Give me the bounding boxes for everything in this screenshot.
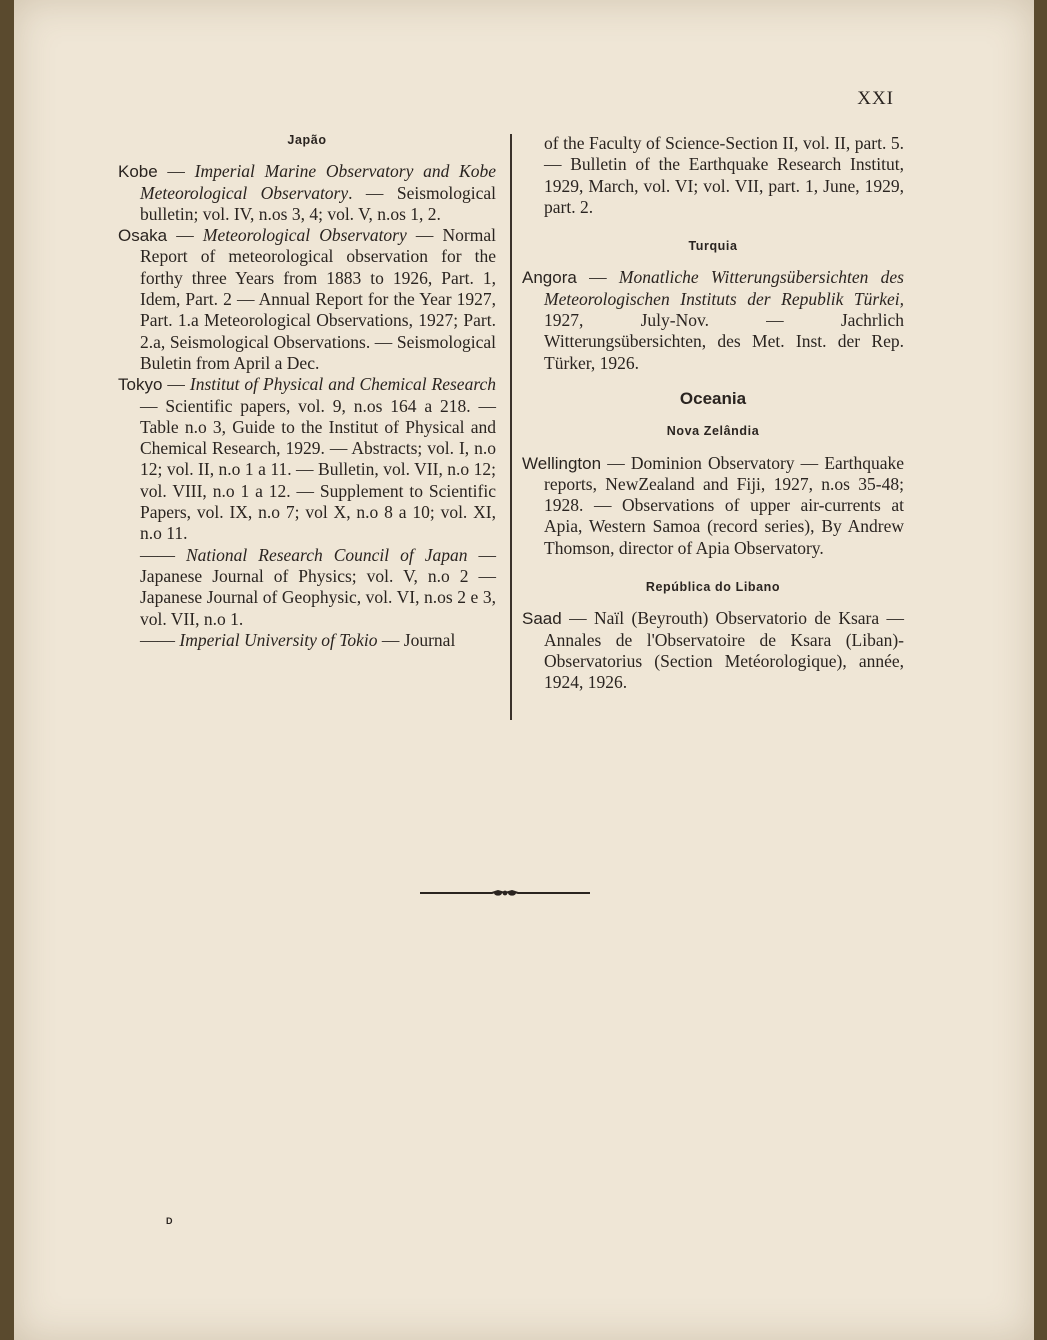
entry-kobe: Kobe — Imperial Marine Observatory and Kobe Meteorological Observatory. — Seismological bulletin; vol. IV, n.os 3, 4; vol. V, n.os 1, 2. [118,161,496,224]
section-heading-japao: Japão [287,133,327,147]
document-page [14,0,1034,1340]
ornament-divider-icon [418,886,592,900]
entry-saad: Saad — Naïl (Beyrouth) Observatorio de Ksara — Annales de l'Observatoire de Ksara (Liban)-Observatorius (Section Metéorologique), année, 1924, 1926. [522,608,905,693]
entry-continuation: of the Faculty of Science-Section II, vol. II, part. 5. — Bulletin of the Earthquake Research Institut, 1929, March, vol. VI; vol. VII, part. 1, June, 1929, part. 2. [544,133,904,217]
entry-angora: Angora — Monatliche Witterungsübersichten des Meteorologischen Instituts der Republik Türkei, 1927, July-Nov. — Jachrlich Witterungsübersichten, des Met. Inst. der Rep. Türker, 1926. [522,267,904,373]
entry-imperial-university: —— Imperial University of Tokio — Journal [140,629,456,650]
section-heading-turquia: Turquia [688,239,738,254]
signature-mark: D [166,1216,173,1226]
column-divider [510,134,512,720]
entry-wellington: Wellington — Dominion Observatory — Earthquake reports, NewZealand and Fiji, 1927, n.os 35-48; 1928. — Observations of upper air-currents at Apia, Western Samoa (record series), By Andrew Thomson, director of Apia Observatory. [522,452,905,558]
entry-tokyo: Tokyo — Institut of Physical and Chemical Research — Scientific papers, vol. 9, n.os 164 a 218. — Table n.o 3, Guide to the Institut of Physical and Chemical Research, 1929. — Abstracts; vol. I, n.o 12; vol. II, n.o 1 a 11. — Bulletin, vol. VII, n.o 12; vol. VIII, n.o 1 a 12. — Supplement to Scientific Papers, vol. IX, n.o 7; vol X, n.o 8 a 10; vol. XI, n.o 11. [118,374,496,544]
left-column [118,126,496,651]
section-heading-libano: República do Libano [645,580,781,595]
region-heading-oceania: Oceania [679,388,747,408]
entry-national-research-council: —— National Research Council of Japan — Japanese Journal of Physics; vol. V, n.o 2 — Japanese Journal of Geophysic, vol. VI, n.os 2 e 3, vol. VII, n.o 1. [140,544,497,629]
entry-osaka: Osaka — Meteorological Observatory — Normal Report of meteorological observation for the forthy three Years from 1883 to 1926, Part. 1, Idem, Part. 2 — Annual Report for the Year 1927, Part. 1.a Meteorological Observations, 1927; Part. 2.a, Seismological Observations. — Seismological Buletin from April a Dec. [118,225,496,373]
section-heading-nova-zelandia: Nova Zelândia [666,424,760,439]
page-number: XXI [857,88,894,109]
right-column [522,133,904,694]
